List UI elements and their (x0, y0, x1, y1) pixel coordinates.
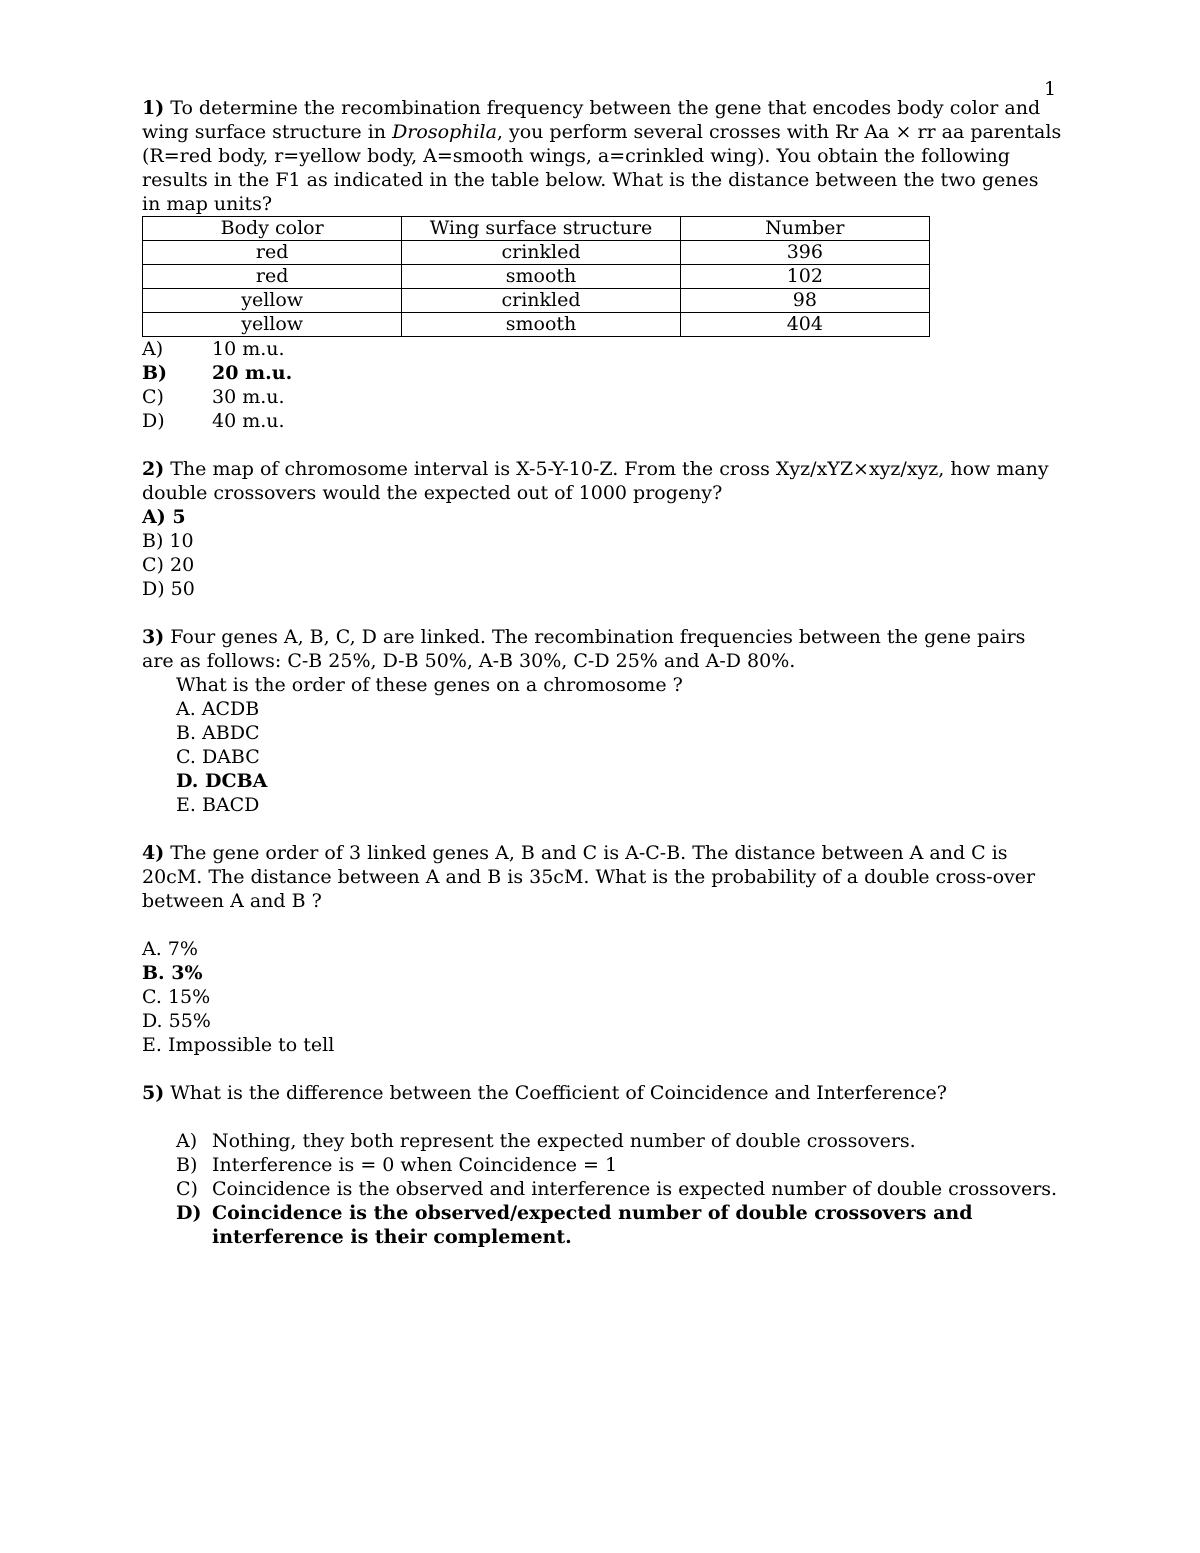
question-4-option: E. Impossible to tell (142, 1034, 335, 1056)
option-text: Nothing, they both represent the expected number of double crossovers. (212, 1130, 916, 1152)
question-5-number: 5) (142, 1082, 165, 1104)
question-1-text (142, 96, 1062, 216)
question-2-option: D) 50 (142, 578, 195, 600)
question-4-text (142, 841, 1062, 913)
question-2-body: The map of chromosome interval is X-5-Y-10-Z. From the cross Xyz/xYZ×xyz/xyz, how many double crossovers would the expected out of 1000 progeny? (142, 458, 1049, 504)
question-3-number: 3) (142, 626, 165, 648)
question-5-option (142, 1129, 1062, 1153)
table-header-row (143, 217, 930, 241)
table-cell: smooth (402, 265, 680, 289)
option-a (142, 337, 1062, 361)
question-3-option: C. DABC (176, 746, 260, 768)
table-cell: red (143, 241, 402, 265)
option-letter: A) (176, 1130, 198, 1152)
question-5-option (142, 1177, 1062, 1201)
question-1-text-a: To determine the recombination frequency between the gene that encodes body color and wing surface structure in (142, 97, 1041, 143)
question-5-option-answer (142, 1201, 1062, 1249)
option-text: 10 m.u. (212, 338, 285, 360)
option-letter: C) (142, 386, 164, 408)
option-letter: C) (176, 1178, 198, 1200)
question-2-number: 2) (142, 458, 165, 480)
question-4-option: A. 7% (142, 938, 198, 960)
option-letter: D) (176, 1202, 202, 1224)
table-cell: smooth (402, 313, 680, 337)
question-3-prompt: What is the order of these genes on a chromosome ? (176, 674, 683, 696)
question-2-option: C) 20 (142, 554, 195, 576)
option-d (142, 409, 1062, 433)
table-cell: 396 (680, 241, 929, 265)
option-c (142, 385, 1062, 409)
question-3-body: Four genes A, B, C, D are linked. The recombination frequencies between the gene pairs are as follows: C-B 25%, D-B 50%, A-B 30%, C-D 25% and A-D 80%. (142, 626, 1026, 672)
question-1-number: 1) (142, 97, 165, 119)
question-5-option (142, 1153, 1062, 1177)
question-3-option: A. ACDB (176, 698, 260, 720)
question-4-option: C. 15% (142, 986, 211, 1008)
option-text: 20 m.u. (212, 362, 293, 384)
table-cell: red (143, 265, 402, 289)
option-text: 30 m.u. (212, 386, 285, 408)
table-cell: 102 (680, 265, 929, 289)
table-row (143, 265, 930, 289)
question-4-body: The gene order of 3 linked genes A, B and C is A-C-B. The distance between A and C is 20cM. The distance between A and B is 35cM. What is the probability of a double cross-over between A and B ? (142, 842, 1036, 912)
table-cell: crinkled (402, 241, 680, 265)
question-4-number: 4) (142, 842, 165, 864)
option-b-answer (142, 361, 1062, 385)
option-letter: B) (142, 362, 168, 384)
question-5-options (142, 1129, 1062, 1249)
question-2-text (142, 457, 1062, 505)
question-1-species: Drosophila (392, 121, 497, 143)
document-body (142, 96, 1062, 1249)
table-row (143, 289, 930, 313)
table-header: Wing surface structure (402, 217, 680, 241)
table-cell: 98 (680, 289, 929, 313)
question-1-text-b: , you perform several crosses with Rr Aa × rr aa parentals (R=red body, r=yellow body, A=smooth wings, a=crinkled wing). You obtain the following results in the F1 as indicated in the table below. What is the distance between the two genes in map units? (142, 121, 1062, 215)
table-cell: crinkled (402, 289, 680, 313)
question-5-text (142, 1081, 1062, 1105)
option-letter: D) (142, 410, 165, 432)
option-text: Interference is = 0 when Coincidence = 1 (212, 1154, 618, 1176)
question-3-text (142, 625, 1062, 673)
question-5-body: What is the difference between the Coefficient of Coincidence and Interference? (164, 1082, 947, 1104)
question-1-options (142, 337, 1062, 433)
table-header: Body color (143, 217, 402, 241)
table-row (143, 241, 930, 265)
option-letter: A) (142, 338, 164, 360)
question-2-option: B) 10 (142, 530, 194, 552)
table-cell: yellow (143, 289, 402, 313)
table-cell: 404 (680, 313, 929, 337)
table-row (143, 313, 930, 337)
question-3-option-answer: D. DCBA (176, 770, 268, 792)
page-number: 1 (1044, 78, 1057, 100)
question-3-option: E. BACD (176, 794, 260, 816)
table-header: Number (680, 217, 929, 241)
question-2-option-answer: A) 5 (142, 506, 186, 528)
question-4-option-answer: B. 3% (142, 962, 203, 984)
option-text: Coincidence is the observed and interference is expected number of double crossovers. (212, 1178, 1058, 1200)
question-4-option: D. 55% (142, 1010, 211, 1032)
option-letter: B) (176, 1154, 198, 1176)
question-3-option: B. ABDC (176, 722, 260, 744)
table-cell: yellow (143, 313, 402, 337)
option-text: 40 m.u. (212, 410, 285, 432)
option-text: Coincidence is the observed/expected number of double crossovers and interference is their complement. (212, 1202, 973, 1248)
results-table (142, 216, 930, 337)
